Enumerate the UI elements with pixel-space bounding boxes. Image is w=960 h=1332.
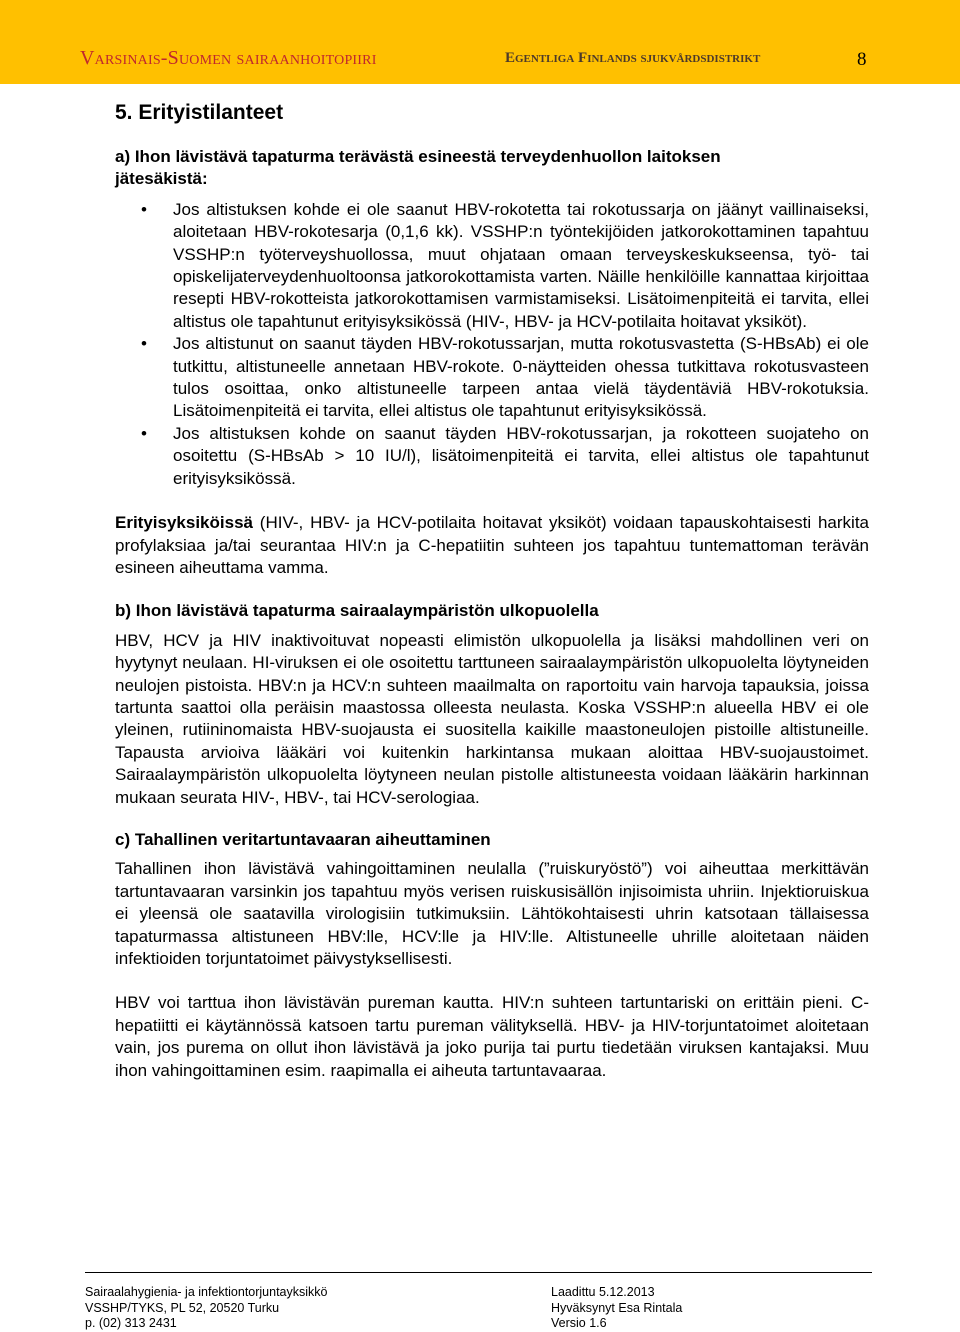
section-b-heading: b) Ihon lävistävä tapaturma sairaalaympäristön ulkopuolella — [115, 601, 599, 621]
special-units-paragraph — [115, 512, 869, 579]
section-c-paragraph-2: HBV voi tarttua ihon lävistävän pureman kautta. HIV:n suhteen tartuntariski on erittäin pieni. C-hepatiitti ei käytännössä katsoen tartu pureman välityksellä. HBV- ja HIV-torjuntatoimet aloitetaan vain, jos purema on ollut ihon lävistävä ja joko purija tai purtu tiedetään viruksen kantajaksi. Muu ihon vahingoittaminen esim. raapimalla ei aiheuta tartuntavaaraa. — [115, 993, 869, 1080]
section-b-paragraph: HBV, HCV ja HIV inaktivoituvat nopeasti elimistön ulkopuolella ja lisäksi mahdollinen veri on hyytynyt neulaan. HI-viruksen ei ole osoitettu tarttuneen sairaalaympäristön ulkopuolelta löytyneiden neulojen pistoista. HBV:n ja HCV:n suhteen maailmalta on raportoitu vain harvoja tapauksia, joissa tartunta saattoi olla peräisin maastossa olleesta neulasta. Koska VSSHP:n alueella HBV ei ole yleinen, rutiininomaista HBV-suojausta ei suositella kaikille maastoneulojen pistoille altistuneille. Tapausta arvioiva lääkäri voi kuitenkin harkintansa mukaan aloittaa HBV-suojaustoimet. Sairaalaympäristön ulkopuolelta löytyneen neulan pistolle altistuneesta voidaan lääkärin harkinnan mukaan seurata HIV-, HBV-, tai HCV-serologiaa. — [115, 630, 869, 807]
section-a-heading-line2: jätesäkistä: — [115, 169, 208, 189]
section-title: 5. Erityistilanteet — [115, 101, 284, 124]
section-a-heading-line1: a) Ihon lävistävä tapaturma terävästä esineestä terveydenhuollon laitoksen — [115, 147, 721, 166]
footer-divider — [85, 1272, 872, 1273]
section-c-heading: c) Tahallinen veritartuntavaaran aiheuttaminen — [115, 829, 491, 849]
list-item — [115, 423, 869, 490]
footer-version: Versio 1.6 — [551, 1316, 607, 1331]
special-units-term: Erityisyksiköissä — [115, 513, 253, 533]
footer-created-date: Laadittu 5.12.2013 — [551, 1285, 655, 1299]
list-item-text: Jos altistunut on saanut täyden HBV-rokotussarjan, mutta rokotusvastetta (S-HBsAb) ei ole tutkittu, altistuneelle annetaan HBV-rokote. 0-näytteiden ohessa tutkittava rokotusvasteen tulos osoittaa, onko altistuneelle tarpeen antaa vielä täydentäviä HBV-rokotuksia. Lisätoimenpiteitä ei tarvita, ellei altistus ole tapahtunut erityisyksikössä. — [173, 334, 869, 421]
footer-phone: p. (02) 313 2431 — [85, 1316, 177, 1331]
footer-unit: Sairaalahygienia- ja infektiontorjuntayksikkö — [85, 1285, 328, 1299]
section-c-paragraph-1: Tahallinen ihon lävistävä vahingoittaminen neulalla (”ruiskuryöstö”) voi aiheuttaa merkittävän tartuntavaaran varsinkin jos tapahtuu myös verisen ruiskusisällön injisoimista uhriin. Injektioruiskua ei yleensä ole saatavilla virologisiin tutkimuksiin. Lähtökohtaisesti uhrin katsotaan tällaisessa tapaturmassa altistuneen HBV:lle, HCV:lle ja HIV:lle. Altistuneelle uhrille aloitetaan näiden infektioiden torjuntatoimet päivystyksellisesti. — [115, 859, 869, 968]
bullet-icon: • — [141, 334, 147, 354]
header-band — [0, 0, 960, 84]
footer-meta — [551, 1285, 682, 1332]
bullet-icon: • — [141, 423, 147, 443]
bullet-icon: • — [141, 199, 147, 219]
section-a-heading — [115, 146, 869, 191]
list-item — [115, 199, 869, 333]
list-item-text: Jos altistuksen kohde ei ole saanut HBV-rokotetta tai rokotussarja on jäänyt vaillinaiseksi, aloitetaan HBV-rokotesarja (0,1,6 kk). VSSHP:n työntekijöiden jatkorokottaminen tapahtuu VSSHP:n työterveyshuollossa, muut ohjataan omaan terveyskeskukseensa, työ- tai opiskelijaterveydenhuoltoonsa jatkorokottamista varten. Näille henkilöille kannattaa kirjoittaa resepti HBV-rokotteista jatkorokottamisen varmistamiseksi. Lisätoimenpiteitä ei tarvita, ellei altistus ole tapahtunut erityisyksikössä (HIV-, HBV- ja HCV-potilaita hoitavat yksiköt). — [173, 199, 869, 331]
footer-address: VSSHP/TYKS, PL 52, 20520 Turku — [85, 1300, 280, 1315]
document-body — [115, 99, 869, 1082]
special-units-text: (HIV-, HBV- ja HCV-potilaita hoitavat yksiköt) voidaan tapauskohtaisesti harkita profylaksiaa ja/tai seurantaa HIV:n ja C-hepatiitin suhteen jos tapahtuu tuntemattoman terävän esineen aiheuttama vamma. — [115, 513, 869, 577]
section-a-bullet-list — [115, 199, 869, 490]
footer-contact — [85, 1285, 328, 1332]
footer-approved-by: Hyväksynyt Esa Rintala — [551, 1300, 683, 1315]
list-item-text: Jos altistuksen kohde on saanut täyden HBV-rokotussarjan, ja rokotteen suojateho on osoitettu (S-HBsAb > 10 IU/l), lisätoimenpiteitä ei tarvita, ellei altistus ole tapahtunut erityisyksikössä. — [173, 423, 869, 488]
page-number: 8 — [857, 49, 867, 70]
list-item — [115, 333, 869, 423]
org-name-swedish: Egentliga Finlands sjukvårdsdistrikt — [505, 50, 761, 66]
org-name-finnish: Varsinais-Suomen sairaanhoitopiiri — [80, 47, 377, 69]
